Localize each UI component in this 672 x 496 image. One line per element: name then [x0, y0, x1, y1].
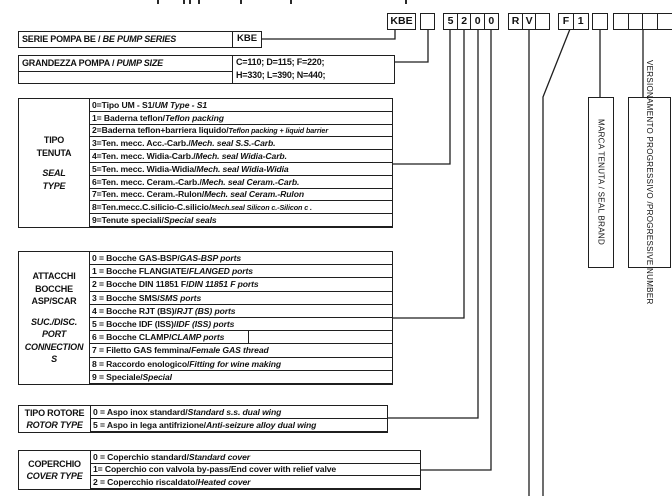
- seal-type-row: 1= Baderna teflon / Teflon packing: [90, 112, 392, 125]
- code-box: 5: [443, 13, 458, 30]
- label-line: ASP/SCAR: [31, 296, 77, 307]
- port-connections-row: 4 = Bocche RJT (BS) / RJT (BS) ports: [90, 305, 392, 318]
- cover-connector: [421, 29, 491, 470]
- series-connector: [262, 29, 395, 39]
- code-box: [628, 13, 644, 30]
- code-box: V: [522, 13, 537, 30]
- label-line: SUC./DISC.: [30, 316, 77, 327]
- code-box: [657, 13, 672, 30]
- label-line: BOCCHE: [35, 283, 73, 294]
- label-line: COPERCHIO: [28, 458, 81, 469]
- f-digit-connector: [543, 29, 570, 496]
- series-label: [18, 31, 233, 48]
- pump-size-values: [232, 55, 395, 84]
- separator: /: [95, 34, 103, 44]
- seal-brand-box: [588, 97, 614, 268]
- ports-connector: [393, 29, 464, 318]
- seal-connector: [393, 29, 450, 164]
- port-connections-row: 0 = Bocche GAS-BSP / GAS-BSP ports: [90, 252, 392, 265]
- port-connections-row: 8 = Raccordo enologico / Fitting for wine making: [90, 358, 392, 371]
- port-connections-row: 2 = Bocche DIN 11851 F / DIN 11851 F ports: [90, 278, 392, 291]
- code-box: F: [558, 13, 574, 30]
- cover-type-row: 1= Coperchio con valvola by-pass / End cover with relief valve: [91, 464, 420, 477]
- pump-size-label: [18, 55, 233, 84]
- label-line: S: [51, 354, 57, 365]
- series-label-it: SERIE POMPA BE: [22, 34, 96, 44]
- seal-type-label: [19, 99, 90, 227]
- code-box: 1: [573, 13, 589, 30]
- port-connections-table: [18, 251, 393, 385]
- series-code-cell: KBE: [232, 31, 262, 48]
- progressive-number-text: PROGRESSIVE NUMBER: [645, 204, 654, 305]
- code-group-progressive: [613, 13, 672, 30]
- progressive-number-text: VERSIONAMENTO PROGRESSIVO /: [645, 60, 654, 205]
- label-line: TYPE: [42, 180, 66, 191]
- label-line: TIPO ROTORE: [24, 407, 85, 418]
- cover-type-row: 2 = Copercchio riscaldato / Heated cover: [91, 476, 420, 489]
- label-line: PORT: [41, 329, 67, 340]
- port-connections-label: [19, 252, 90, 384]
- label-line: TIPO: [43, 135, 65, 145]
- code-box: [535, 13, 550, 30]
- label-line: CONNECTION: [24, 341, 84, 352]
- port-connections-row: 9 = Speciale / Special: [90, 371, 392, 384]
- seal-type-row: 6=Ten. mecc. Ceram.-Carb. / Mech. seal Ceram.-Carb.: [90, 176, 392, 189]
- pump-size-label-en: PUMP SIZE: [116, 58, 163, 68]
- rotor-type-label: [19, 406, 91, 432]
- cover-type-row: 0 = Coperchio standard / Standard cover: [91, 451, 420, 464]
- label-line: ATTACCHI: [32, 271, 76, 282]
- seal-type-row: 9=Tenute speciali / Special seals: [90, 214, 392, 227]
- rotor-type-row: 5 = Aspo in lega antifrizione / Anti-seizure alloy dual wing: [91, 419, 387, 432]
- code-box: R: [508, 13, 523, 30]
- seal-brand-text: MARCA TENUTA / SEAL BRAND: [596, 119, 606, 246]
- code-box: [642, 13, 658, 30]
- code-box: 0: [470, 13, 485, 30]
- cover-type-label: [19, 451, 91, 489]
- pump-size-label-it: GRANDEZZA POMPA: [22, 58, 110, 68]
- code-group-series: [387, 13, 416, 30]
- code-box: [420, 13, 435, 30]
- pump-size-values-line: C=110; D=115; F=220;: [236, 57, 325, 67]
- rotor-type-table: [18, 405, 388, 433]
- port-connections-row: 7 = Filetto GAS femmina / Female GAS thread: [90, 344, 392, 357]
- code-group-seal-brand: [592, 13, 608, 30]
- label-line: SEAL: [42, 168, 66, 178]
- port-connections-row: 1 = Bocche FLANGIATE / FLANGED ports: [90, 265, 392, 278]
- code-group-5200: [443, 13, 499, 30]
- code-box: 0: [484, 13, 499, 30]
- cover-type-table: [18, 450, 421, 490]
- seal-type-row: 3=Ten. mecc. Acc.-Carb. / Mech. seal S.S.-Carb.: [90, 137, 392, 150]
- port-connections-row: 3 = Bocche SMS / SMS ports: [90, 292, 392, 305]
- label-line: COVER TYPE: [26, 471, 83, 481]
- label-line: ROTOR TYPE: [26, 420, 83, 430]
- seal-type-row: 8=Ten.mecc.C.silicio-C.silicio / Mech.seal Silicon c.-Silicon c .: [90, 201, 392, 214]
- seal-type-table: [18, 98, 393, 228]
- label-line: TENUTA: [36, 147, 72, 158]
- port-connections-row: 5 = Bocche IDF (ISS) / IDF (ISS) ports: [90, 318, 392, 331]
- code-box: [592, 13, 608, 30]
- size-connector: [395, 29, 428, 62]
- series-label-en: BE PUMP SERIES: [102, 34, 177, 44]
- code-box: KBE: [387, 13, 416, 30]
- pump-size-values-line: H=330; L=390; N=440;: [236, 70, 326, 81]
- rotor-type-row: 0 = Aspo inox standard / Standard s.s. dual wing: [91, 406, 387, 419]
- progressive-number-box: [628, 60, 671, 305]
- code-box: [613, 13, 629, 30]
- seal-type-row: 4=Ten. mecc. Widia-Carb. / Mech. seal Widia-Carb.: [90, 150, 392, 163]
- seal-type-row: 5=Ten. mecc. Widia-Widia / Mech. seal Widia-Widia: [90, 163, 392, 176]
- seal-type-row: 2=Baderna teflon+barriera liquido / Teflon packing + liquid barrier: [90, 125, 392, 138]
- code-box: 2: [457, 13, 472, 30]
- separator: /: [109, 58, 117, 68]
- port-connections-row: 6 = Bocche CLAMP / CLAMP ports: [90, 331, 392, 344]
- seal-type-row: 0=Tipo UM - S1 / UM Type - S1: [90, 99, 392, 112]
- seal-type-row: 7=Ten. mecc. Ceram.-Rulon / Mech. seal Ceram.-Rulon: [90, 189, 392, 202]
- code-group-pump-size: [420, 13, 435, 30]
- code-group-f1: [558, 13, 589, 30]
- code-group-rv: [508, 13, 550, 30]
